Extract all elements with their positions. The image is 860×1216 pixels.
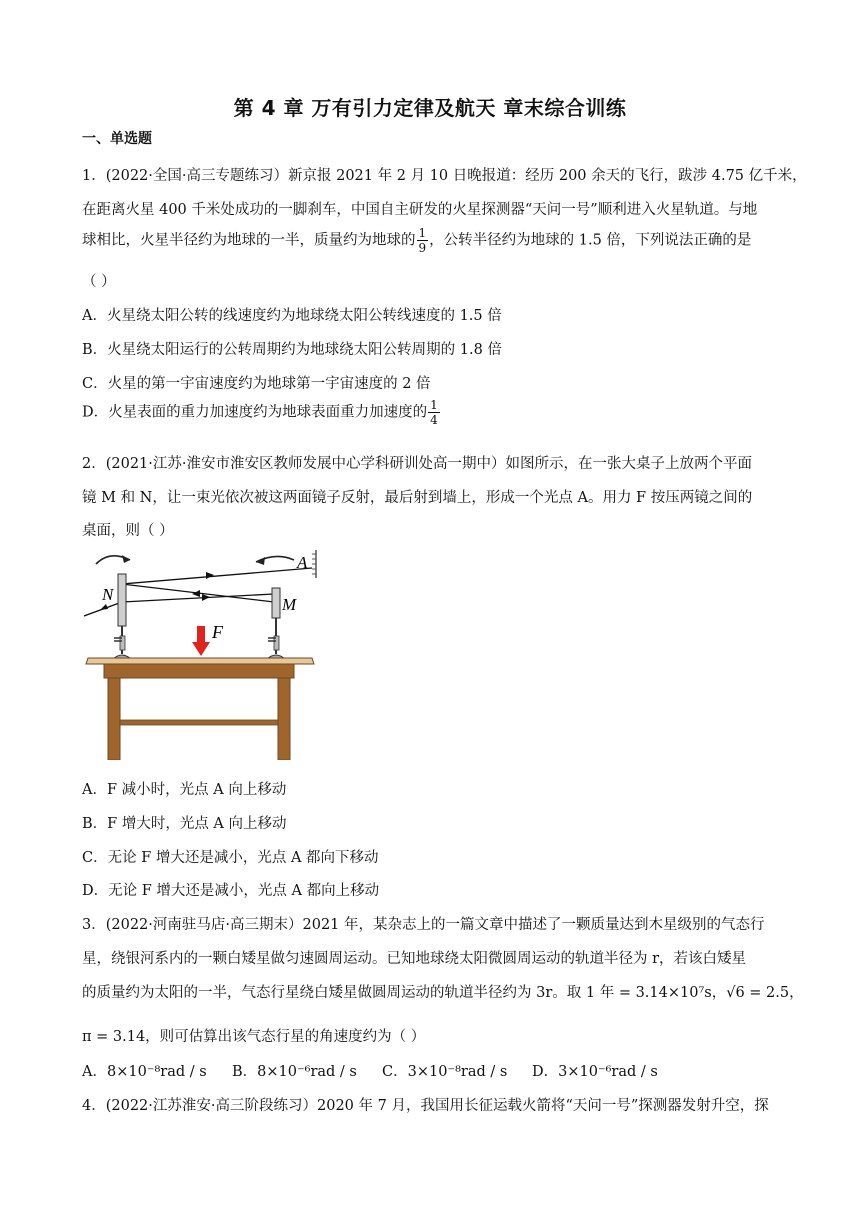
ray-arrowhead-1 — [100, 604, 108, 610]
section-heading: 一、单选题 — [82, 131, 152, 147]
q2-option-a[interactable]: A．F 减小时，光点 A 向上移动 — [82, 782, 287, 798]
q1-line-1: 1．(2022·全国·高三专题练习）新京报 2021 年 2 月 10 日晚报道：经历 200 余天的飞行，跋涉 4.75 亿千米， — [82, 168, 807, 184]
q1-option-d[interactable] — [82, 398, 441, 427]
q3-option-a[interactable]: A．8×10⁻⁸rad / s — [82, 1064, 207, 1080]
q1-fraction — [417, 226, 429, 255]
q3-option-c[interactable]: C．3×10⁻⁸rad / s — [382, 1064, 508, 1080]
q1-option-d-text: D．火星表面的重力加速度约为地球表面重力加速度的 — [82, 404, 428, 421]
q1-answer-paren: （ ） — [82, 274, 116, 290]
ray-arrowhead-2 — [202, 594, 210, 601]
q1-option-d-num: 1 — [430, 398, 438, 412]
q4-line-1: 4．(2022·江苏淮安·高三阶段练习）2020 年 7 月，我国用长征运载火箭将“天问一号”探测器发射升空，探 — [82, 1098, 769, 1114]
q1-line-2: 在距离火星 400 千米处成功的一脚刹车，中国自主研发的火星探测器“天问一号”顺利进入火星轨道。与地 — [82, 202, 758, 218]
q1-line-3-text-post: ，公转半径约为地球的 1.5 倍，下列说法正确的是 — [429, 232, 752, 249]
force-arrow — [192, 626, 210, 656]
ray-to-wall — [122, 568, 312, 584]
q2-line-2: 镜 M 和 N，让一束光依次被这两面镜子反射，最后射到墙上，形成一个光点 A。用力 F 按压两镜之间的 — [82, 490, 753, 506]
q1-option-b[interactable]: B．火星绕太阳运行的公转周期约为地球绕太阳公转周期的 1.8 倍 — [82, 342, 502, 358]
label-a: A — [297, 553, 308, 572]
q1-fraction-num: 1 — [418, 226, 427, 240]
q1-fraction-den: 9 — [418, 241, 427, 255]
q1-option-c[interactable]: C．火星的第一宇宙速度约为地球第一宇宙速度的 2 倍 — [82, 376, 431, 392]
q2-option-d[interactable]: D．无论 F 增大还是减小，光点 A 都向上移动 — [82, 883, 380, 899]
label-n: N — [102, 585, 114, 604]
ray-arrowhead-3 — [192, 590, 200, 597]
q2-line-3: 桌面，则（ ） — [82, 523, 174, 539]
ray-arrowhead-4 — [206, 572, 214, 579]
q1-line-3 — [82, 226, 751, 255]
q2-option-c[interactable]: C．无论 F 增大还是减小，光点 A 都向下移动 — [82, 850, 379, 866]
q1-option-d-den: 4 — [430, 413, 438, 427]
q3-line-1: 3．(2022·河南驻马店·高三期末）2021 年，某杂志上的一篇文章中描述了一颗质量达到木星级别的气态行 — [82, 917, 765, 933]
label-f: F — [212, 622, 223, 642]
q3-option-b[interactable]: B．8×10⁻⁶rad / s — [232, 1064, 357, 1080]
q1-option-d-fraction — [428, 398, 440, 427]
q2-line-1: 2．(2021·江苏·淮安市淮安区教师发展中心学科研训处高一期中）如图所示，在一张大桌子上放两个平面 — [82, 456, 752, 472]
wall-ruler — [312, 550, 316, 578]
mirror-table-figure — [84, 548, 320, 760]
q3-option-d[interactable]: D．3×10⁻⁶rad / s — [532, 1064, 658, 1080]
page-title: 第 4 章 万有引力定律及航天 章末综合训练 — [233, 96, 627, 120]
q1-line-3-text: 球相比，火星半径约为地球的一半，质量约为地球的 — [82, 232, 416, 249]
label-m: M — [282, 595, 297, 614]
q3-line-4: π = 3.14，则可估算出该气态行星的角速度约为（ ） — [82, 1029, 426, 1045]
q2-option-b[interactable]: B．F 增大时，光点 A 向上移动 — [82, 816, 287, 832]
table — [86, 658, 314, 760]
q3-line-2: 星，绕银河系内的一颗白矮星做匀速圆周运动。已知地球绕太阳微圆周运动的轨道半径为 r，若该白矮星 — [82, 951, 747, 967]
mirror-n — [112, 574, 132, 660]
q3-line-3: 的质量约为太阳的一半，气态行星绕白矮星做圆周运动的轨道半径约为 3r。取 1 年 = 3.14×10⁷s，√6 = 2.5， — [82, 985, 804, 1001]
q1-option-a[interactable]: A．火星绕太阳公转的线速度约为地球绕太阳公转线速度的 1.5 倍 — [82, 308, 502, 324]
